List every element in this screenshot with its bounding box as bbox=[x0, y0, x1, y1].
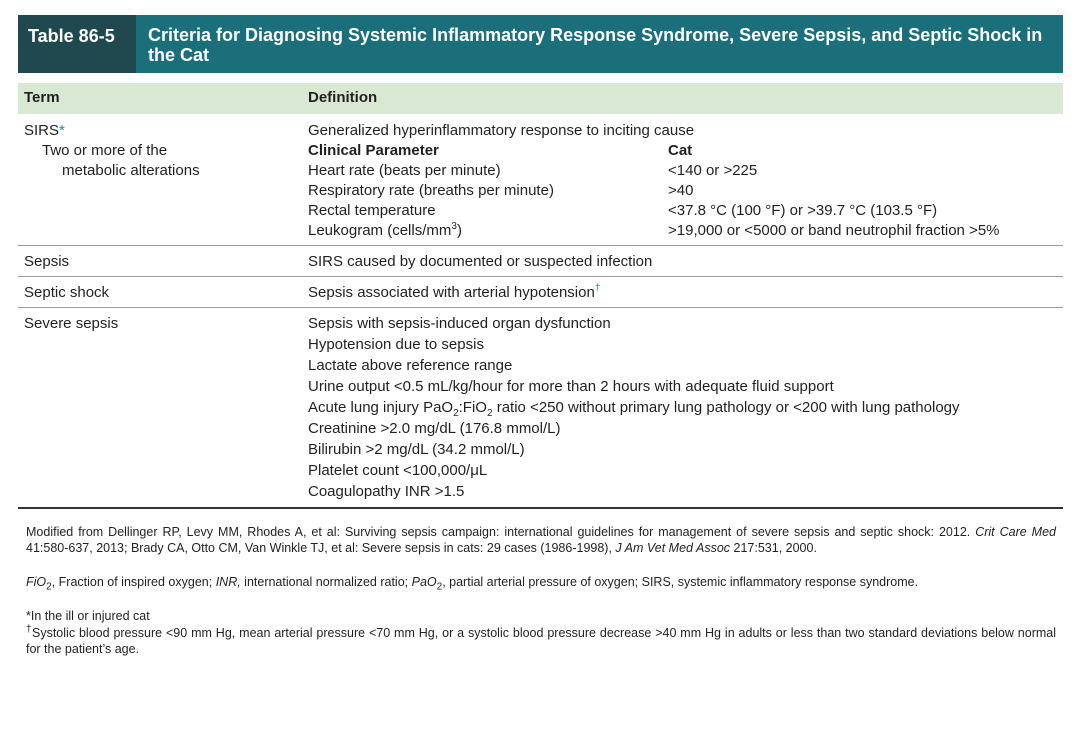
severe-sepsis-line: Coagulopathy INR >1.5 bbox=[308, 483, 465, 500]
row-divider bbox=[18, 245, 1063, 246]
sirs-footnote-marker: * bbox=[59, 122, 65, 139]
term-sirs: SIRS* bbox=[24, 122, 65, 139]
term-severe-sepsis: Severe sepsis bbox=[24, 315, 119, 332]
severe-sepsis-line: Acute lung injury PaO$_2$:FiO$_2$ ratio <250 without primary lung pathology or <200 with lung pathology bbox=[308, 399, 960, 419]
septic-shock-footnote-marker: † bbox=[594, 283, 601, 294]
severe-sepsis-line: Creatinine >2.0 mg/dL (176.8 mmol/L) bbox=[308, 420, 561, 437]
footnote-abbreviations: FiO$_2$, Fraction of inspired oxygen; INR, international normalized ratio; PaO$_2$, partial arterial pressure of oxygen; SIRS, systemic inflammatory response syndrome. bbox=[26, 575, 919, 593]
table-title: Criteria for Diagnosing Systemic Inflammatory Response Syndrome, Severe Sepsis, and Septic Shock in the Cat bbox=[148, 25, 1043, 65]
term-sepsis: Sepsis bbox=[24, 253, 70, 270]
value-heart-rate: <140 or >225 bbox=[668, 162, 758, 179]
severe-sepsis-line: Platelet count <100,000/μL bbox=[308, 462, 488, 479]
sirs-subterm-line2: metabolic alterations bbox=[62, 162, 200, 179]
table-number: Table 86-5 bbox=[18, 15, 136, 73]
table-bottom-rule bbox=[18, 507, 1063, 509]
footnote-source: Modified from Dellinger RP, Levy MM, Rhodes A, et al: Surviving sepsis campaign: international guidelines for management of severe sepsis and septic shock: 2012. Crit Care Med 41:580-637, 2013; Brady CA, Otto CM, Van Winkle TJ, et al: Severe sepsis in cats: 29 cases (1986-1998), J Am Vet Med Assoc 217:531, 2000. bbox=[26, 525, 1056, 555]
header-definition: Definition bbox=[308, 89, 378, 106]
value-respiratory-rate: >40 bbox=[668, 182, 694, 199]
table-title-bar bbox=[18, 15, 1063, 73]
row-divider bbox=[18, 276, 1063, 277]
footnote-dagger: †Systolic blood pressure <90 mm Hg, mean arterial pressure <70 mm Hg, or a systolic blood pressure decrease >40 mm Hg in adults or less than two standard deviations below normal for the patient’s age. bbox=[26, 623, 1057, 656]
sirs-definition: Generalized hyperinflammatory response to inciting cause bbox=[308, 122, 695, 139]
severe-sepsis-line: Lactate above reference range bbox=[308, 357, 513, 374]
term-septic-shock: Septic shock bbox=[24, 284, 110, 301]
severe-sepsis-line: Urine output <0.5 mL/kg/hour for more than 2 hours with adequate fluid support bbox=[308, 378, 834, 395]
row-divider bbox=[18, 307, 1063, 308]
severe-sepsis-line: Bilirubin >2 mg/dL (34.2 mmol/L) bbox=[308, 441, 525, 458]
septic-shock-definition: Sepsis associated with arterial hypotension† bbox=[308, 283, 601, 301]
param-heart-rate: Heart rate (beats per minute) bbox=[308, 162, 501, 179]
clinical-parameter-header: Clinical Parameter bbox=[308, 142, 439, 159]
table-header-row bbox=[18, 83, 1063, 114]
value-rectal-temperature: <37.8 °C (100 °F) or >39.7 °C (103.5 °F) bbox=[668, 202, 938, 219]
value-leukogram: >19,000 or <5000 or band neutrophil fraction >5% bbox=[668, 222, 1000, 239]
param-leukogram: Leukogram $(cells/mm^3)$ bbox=[308, 221, 462, 239]
param-respiratory-rate: Respiratory rate (breaths per minute) bbox=[308, 182, 554, 199]
param-rectal-temperature: Rectal temperature bbox=[308, 202, 436, 219]
header-term: Term bbox=[24, 89, 60, 106]
sepsis-definition: SIRS caused by documented or suspected infection bbox=[308, 253, 653, 270]
severe-sepsis-line: Sepsis with sepsis-induced organ dysfunction bbox=[308, 315, 611, 332]
severe-sepsis-line: Hypotension due to sepsis bbox=[308, 336, 484, 353]
footnote-star: *In the ill or injured cat bbox=[26, 609, 150, 623]
cat-header: Cat bbox=[668, 142, 693, 159]
sirs-subterm-line1: Two or more of the bbox=[42, 142, 168, 159]
